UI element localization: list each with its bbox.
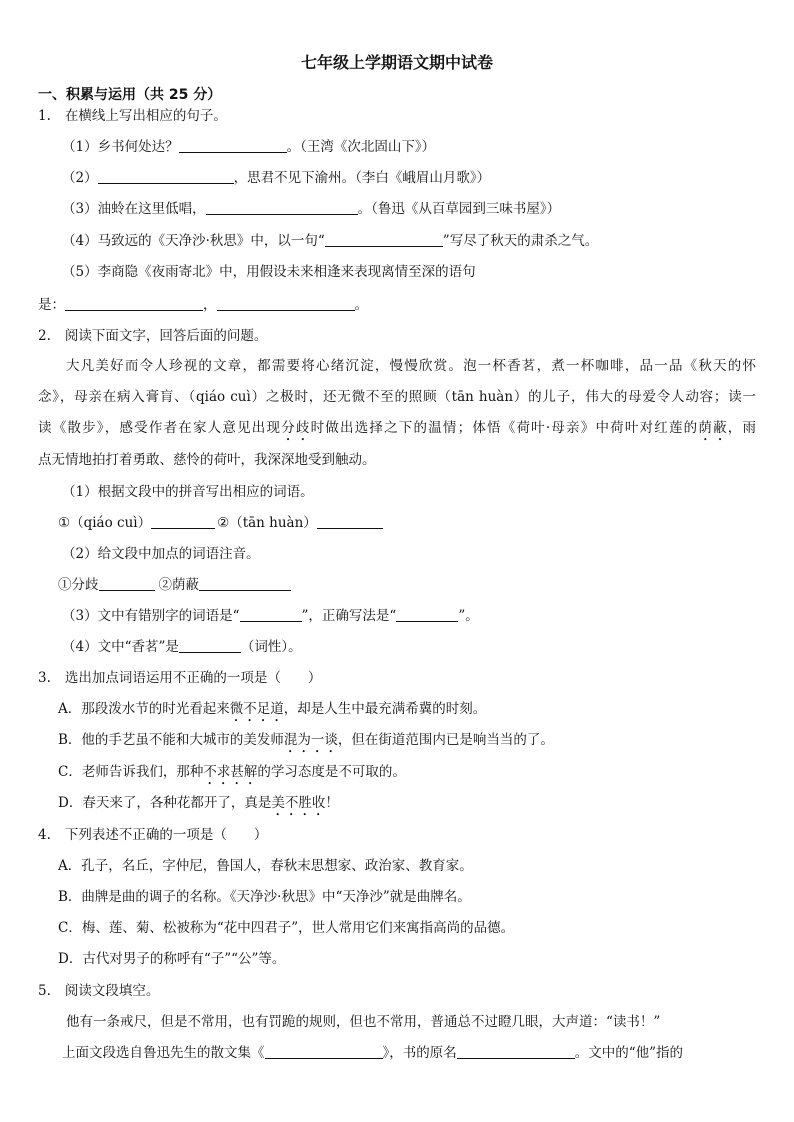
- option-b[interactable]: B．曲牌是曲的调子的名称。《天净沙·秋思》中“天净沙”就是曲牌名。: [58, 889, 471, 905]
- q2-sub-4: （4）文中“香茗”是 （词性）。: [62, 639, 302, 655]
- passage-line-4: 点无情地拍打着勇敢、慈怜的荷叶，我深深地受到触动。: [38, 452, 376, 468]
- q2-sub-1-answer: ①（qiáo cuì） ②（tān huàn）: [58, 513, 383, 533]
- section-heading: 一、积累与运用（共 25 分）: [38, 87, 222, 103]
- passage-line-2: 念》，母亲在病入膏肓、（qiáo cuì）之极时，还无微不至的照顾（tān huàn）的儿子，伟大的母爱令人动容；读一: [38, 389, 756, 405]
- answer-blank[interactable]: [396, 607, 458, 622]
- q1-item-5: （5）李商隐《夜雨寄北》中，用假设未来相逢来表现离情至深的语句: [62, 264, 476, 280]
- q2-sub-3: （3）文中有错别字的词语是“ ”，正确写法是“ ”。: [62, 608, 479, 624]
- answer-blank[interactable]: [179, 638, 241, 653]
- passage-line-1: 大凡美好而令人珍视的文章，都需要将心绪沉淀，慢慢欣赏。泡一杯香茗，煮一杯咖啡，品一品《秋天的怀: [66, 358, 756, 374]
- answer-blank[interactable]: [65, 296, 203, 311]
- option-a[interactable]: A．孔子，名丘，字仲尼，鲁国人，春秋末思想家、政治家、教育家。: [58, 858, 473, 874]
- q1-item-1: （1）乡书何处达？ 。（王湾《次北固山下》）: [62, 139, 436, 155]
- question-4: [38, 825, 267, 845]
- question-stem: 在横线上写出相应的句子。: [64, 108, 227, 124]
- dotted-word: 不求甚解: [203, 764, 258, 780]
- option-a[interactable]: A．那段泼水节的时光看起来微不足道，却是人生中最充满希冀的时刻。: [58, 701, 487, 717]
- option-c[interactable]: C．梅、莲、菊、松被称为“花中四君子”，世人常用它们来寓指高尚的品德。: [58, 920, 515, 936]
- question-stem: 选出加点词语运用不正确的一项是（ ）: [64, 670, 322, 686]
- option-d[interactable]: D．春天来了，各种花都开了，真是美不胜收！: [58, 795, 339, 811]
- answer-blank[interactable]: [317, 514, 383, 529]
- dotted-word: 美不胜收: [271, 795, 326, 811]
- answer-blank[interactable]: [325, 232, 443, 247]
- q2-sub-1: （1）根据文段中的拼音写出相应的词语。: [62, 484, 314, 500]
- question-1: [38, 106, 227, 126]
- dotted-word: 分歧: [281, 420, 311, 436]
- q5-passage: 他有一条戒尺，但是不常用，也有罚跪的规则，但也不常用，普通总不过瞪几眼，大声道：“读书！”: [66, 1014, 661, 1030]
- dotted-word: 荫蔽: [698, 420, 728, 436]
- q1-item-5-answer: 是： ， 。: [38, 297, 368, 313]
- question-5: [38, 981, 159, 1001]
- question-stem: 下列表述不正确的一项是（ ）: [64, 827, 268, 843]
- passage-line-3: 读《散步》，感受作者在家人意见出现分歧时做出选择之下的温情；体悟《荷叶·母亲》中荷叶对红莲的荫蔽，雨: [38, 420, 756, 436]
- question-3: [38, 668, 321, 688]
- q2-sub-2-answer: ①分歧 ②荫蔽: [58, 575, 291, 595]
- option-c[interactable]: C．老师告诉我们，那种不求甚解的学习态度是不可取的。: [58, 764, 406, 780]
- answer-blank[interactable]: [265, 1044, 383, 1059]
- question-number: 2.: [38, 328, 51, 344]
- q1-item-2: （2） ，思君不见下渝州。（李白《峨眉山月歌》）: [62, 170, 491, 186]
- answer-blank[interactable]: [99, 576, 155, 591]
- q1-item-4: （4）马致远的《天净沙·秋思》中，以一句“ ”写尽了秋天的肃杀之气。: [62, 233, 599, 249]
- answer-blank[interactable]: [199, 576, 291, 591]
- question-stem: 阅读下面文字，回答后面的问题。: [64, 328, 268, 344]
- question-number: 3.: [38, 670, 51, 686]
- question-2: [38, 326, 267, 346]
- question-number: 5.: [38, 983, 51, 999]
- answer-blank[interactable]: [240, 607, 302, 622]
- q2-sub-2: （2）给文段中加点的词语注音。: [62, 546, 260, 562]
- answer-blank[interactable]: [457, 1044, 575, 1059]
- answer-blank[interactable]: [98, 169, 234, 184]
- option-d[interactable]: D．古代对男子的称呼有“子”“公”等。: [58, 951, 286, 967]
- page-title: 七年级上学期语文期中试卷: [300, 53, 493, 72]
- dotted-word: 混为一谈: [283, 732, 338, 748]
- answer-blank[interactable]: [206, 200, 358, 215]
- answer-blank[interactable]: [151, 514, 215, 529]
- answer-blank[interactable]: [179, 138, 287, 153]
- answer-blank[interactable]: [217, 296, 355, 311]
- question-number: 4.: [38, 827, 51, 843]
- dotted-word: 微不足道: [229, 701, 284, 717]
- option-b[interactable]: B．他的手艺虽不能和大城市的美发师混为一谈，但在街道范围内已是响当当的了。: [58, 732, 554, 748]
- q1-item-3: （3）油蛉在这里低唱， 。（鲁迅《从百草园到三味书屋》）: [62, 201, 561, 217]
- question-number: 1.: [38, 108, 51, 124]
- q5-fill-line: 上面文段选自鲁迅先生的散文集《 》，书的原名 。文中的“他”指的: [62, 1045, 684, 1061]
- question-stem: 阅读文段填空。: [64, 983, 160, 999]
